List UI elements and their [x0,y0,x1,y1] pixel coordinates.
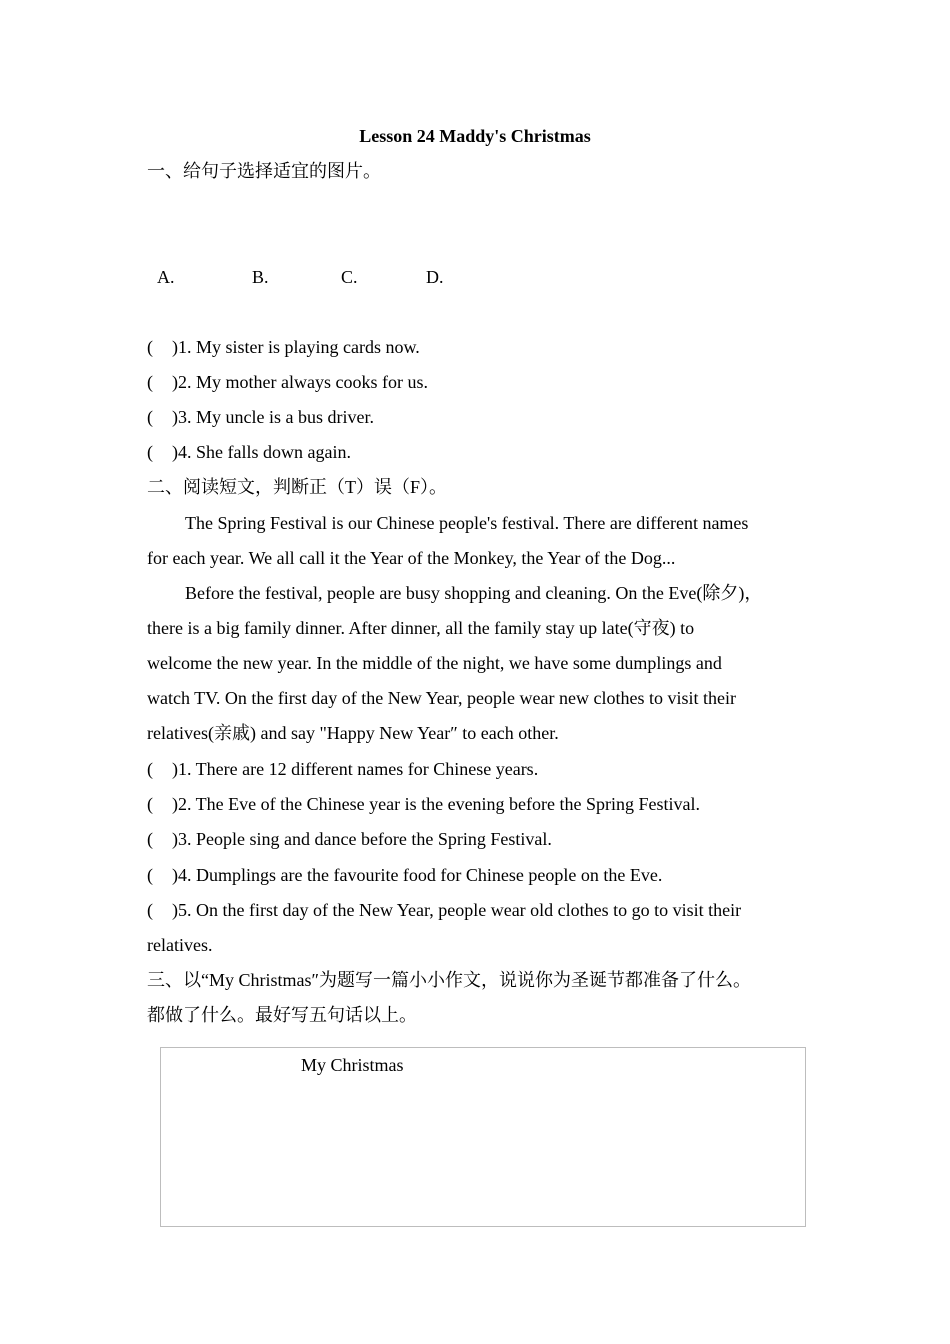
question-text: )1. My sister is playing cards now. [172,337,420,357]
passage-line: relatives(亲戚) and say "Happy New Year″ to each other. [147,723,559,743]
passage-line: there is a big family dinner. After dinner, all the family stay up late(守夜) to [147,618,695,638]
section1-question-4 [147,440,351,464]
essay-title: My Christmas [301,1055,404,1075]
section2-question-1 [147,757,538,781]
question-text: )4. She falls down again. [172,442,351,462]
option-d-label: D. [426,267,444,287]
section1-question-2 [147,370,428,394]
question-text: )2. The Eve of the Chinese year is the evening before the Spring Festival. [172,794,701,814]
answer-bracket[interactable]: ( [147,829,153,849]
answer-bracket[interactable]: ( [147,442,153,462]
answer-bracket[interactable]: ( [147,372,153,392]
question-text: )2. My mother always cooks for us. [172,372,428,392]
section3-heading-line1: 三、以“My Christmas″为题写一篇小小作文，说说你为圣诞节都准备了什么。 [147,970,751,990]
section1-question-1 [147,335,420,359]
page-title: Lesson 24 Maddy's Christmas [359,126,591,146]
answer-bracket[interactable]: ( [147,337,153,357]
answer-bracket[interactable]: ( [147,759,153,779]
question-text: )3. People sing and dance before the Spring Festival. [172,829,552,849]
essay-writing-box[interactable] [160,1047,806,1227]
passage-line: watch TV. On the first day of the New Year, people wear new clothes to visit their [147,688,736,708]
answer-bracket[interactable]: ( [147,865,153,885]
section2-question-2 [147,792,700,816]
answer-bracket[interactable]: ( [147,407,153,427]
section2-question-5 [147,898,741,922]
passage-line: welcome the new year. In the middle of the night, we have some dumplings and [147,653,722,673]
question-text: )5. On the first day of the New Year, people wear old clothes to go to visit their [172,900,742,920]
option-b-label: B. [252,267,269,287]
section2-question-4 [147,863,662,887]
section3-heading-line2: 都做了什么。最好写五句话以上。 [147,1005,417,1025]
option-a-label: A. [157,267,175,287]
passage-line: Before the festival, people are busy shopping and cleaning. On the Eve(除夕)， [185,583,763,603]
section2-question-3 [147,827,552,851]
section1-question-3 [147,405,374,429]
option-c-label: C. [341,267,358,287]
question-text: )1. There are 12 different names for Chinese years. [172,759,539,779]
passage-line: The Spring Festival is our Chinese people's festival. There are different names [185,513,749,533]
question-text: )3. My uncle is a bus driver. [172,407,374,427]
passage-line: for each year. We all call it the Year of the Monkey, the Year of the Dog... [147,548,676,568]
section2-heading: 二、阅读短文，判断正（T）误（F）。 [147,477,448,497]
question-text: )4. Dumplings are the favourite food for Chinese people on the Eve. [172,865,663,885]
section2-question-5-continuation: relatives. [147,935,213,955]
section1-heading: 一、给句子选择适宜的图片。 [147,161,381,181]
answer-bracket[interactable]: ( [147,900,153,920]
answer-bracket[interactable]: ( [147,794,153,814]
